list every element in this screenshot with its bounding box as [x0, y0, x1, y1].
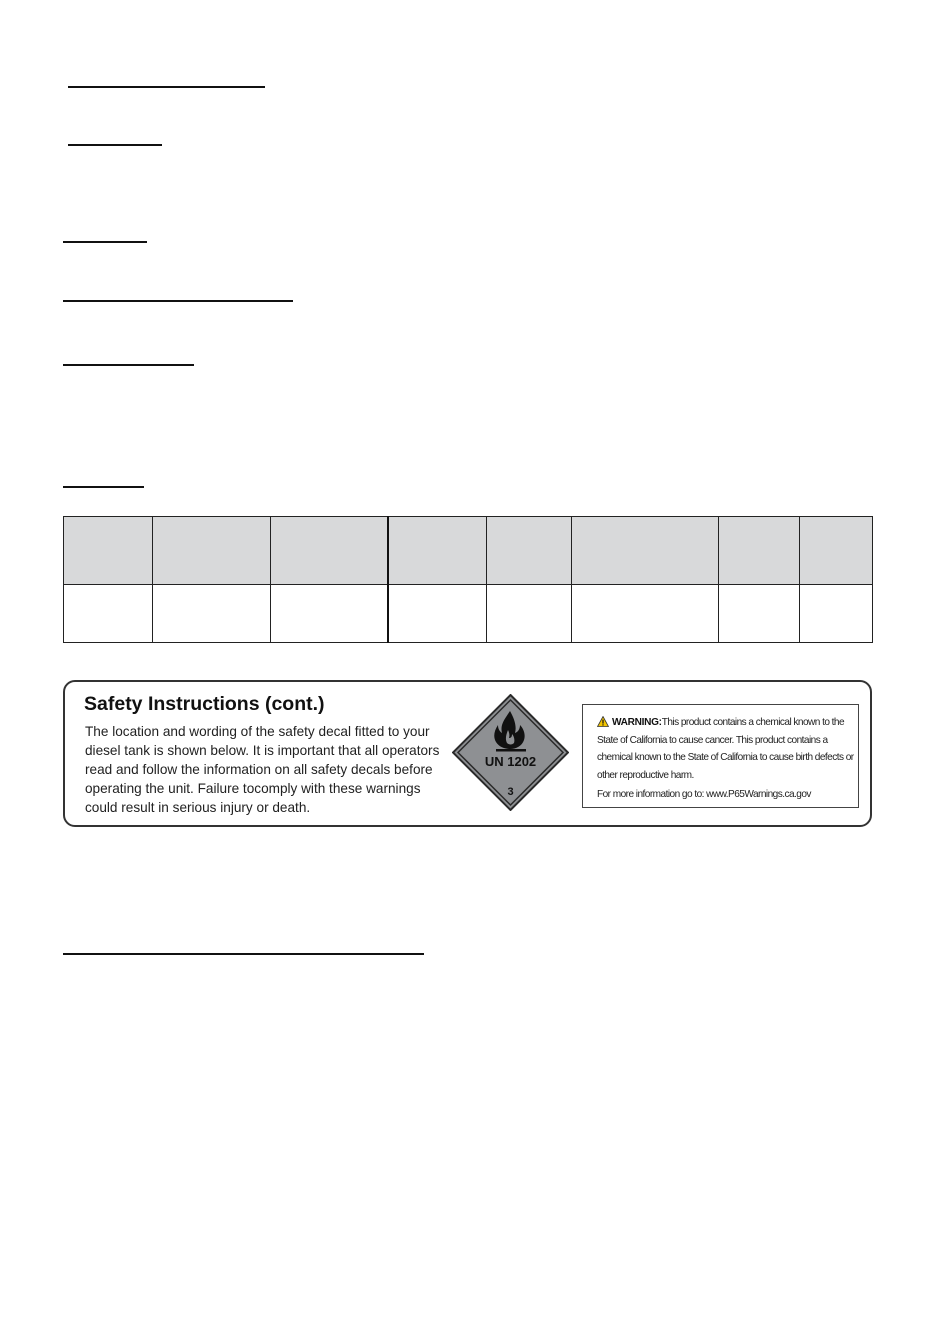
heading-underline-5 [63, 364, 194, 366]
decal-body-line: operating the unit. Failure tocomply with these warnings [85, 781, 421, 796]
table-header-row [64, 517, 873, 585]
warning-line: other reproductive harm. [597, 769, 694, 781]
decal-body-line: read and follow the information on all safety decals before [85, 762, 433, 777]
table-cell [271, 585, 388, 643]
warning-line: State of California to cause cancer. This product contains a [597, 734, 828, 746]
warning-line: chemical known to the State of California to cause birth defects or [597, 752, 854, 763]
header-cell [719, 517, 800, 585]
heading-underline-3 [63, 241, 147, 243]
warning-text [597, 714, 859, 804]
table-cell [572, 585, 719, 643]
warning-label: WARNING: [612, 717, 662, 728]
heading-underline-1 [68, 86, 265, 88]
table-cell [153, 585, 271, 643]
safety-decal-panel [63, 680, 872, 827]
decal-body-line: diesel tank is shown below. It is important that all operators [85, 743, 440, 758]
header-cell [153, 517, 271, 585]
table-cell [800, 585, 873, 643]
decal-body-line: The location and wording of the safety decal fitted to your [85, 724, 430, 739]
table-cell [487, 585, 572, 643]
placard-un-number: UN 1202 [484, 754, 537, 769]
placard-class-number: 3 [507, 786, 514, 798]
prop65-warning-box [582, 704, 859, 808]
header-cell [388, 517, 487, 585]
table-row [64, 585, 873, 643]
hazard-placard [452, 694, 569, 811]
decal-body-line: could result in serious injury or death. [85, 800, 311, 815]
warning-triangle-icon [597, 716, 609, 727]
warning-line: This product contains a chemical known to the [661, 717, 845, 728]
heading-underline-6 [63, 486, 144, 488]
decal-title: Safety Instructions (cont.) [84, 693, 325, 715]
header-cell [64, 517, 153, 585]
header-cell [487, 517, 572, 585]
header-cell [800, 517, 873, 585]
decal-body [85, 722, 447, 817]
header-cell [572, 517, 719, 585]
table-cell [64, 585, 153, 643]
header-cell [271, 517, 388, 585]
heading-underline-4 [63, 300, 293, 302]
warning-more-info: For more information go to: www.P65Warnings.ca.gov [597, 789, 811, 800]
heading-underline-2 [68, 144, 162, 146]
table-cell [719, 585, 800, 643]
heading-underline-7 [63, 953, 424, 955]
table-cell [388, 585, 487, 643]
spec-table [63, 516, 873, 643]
